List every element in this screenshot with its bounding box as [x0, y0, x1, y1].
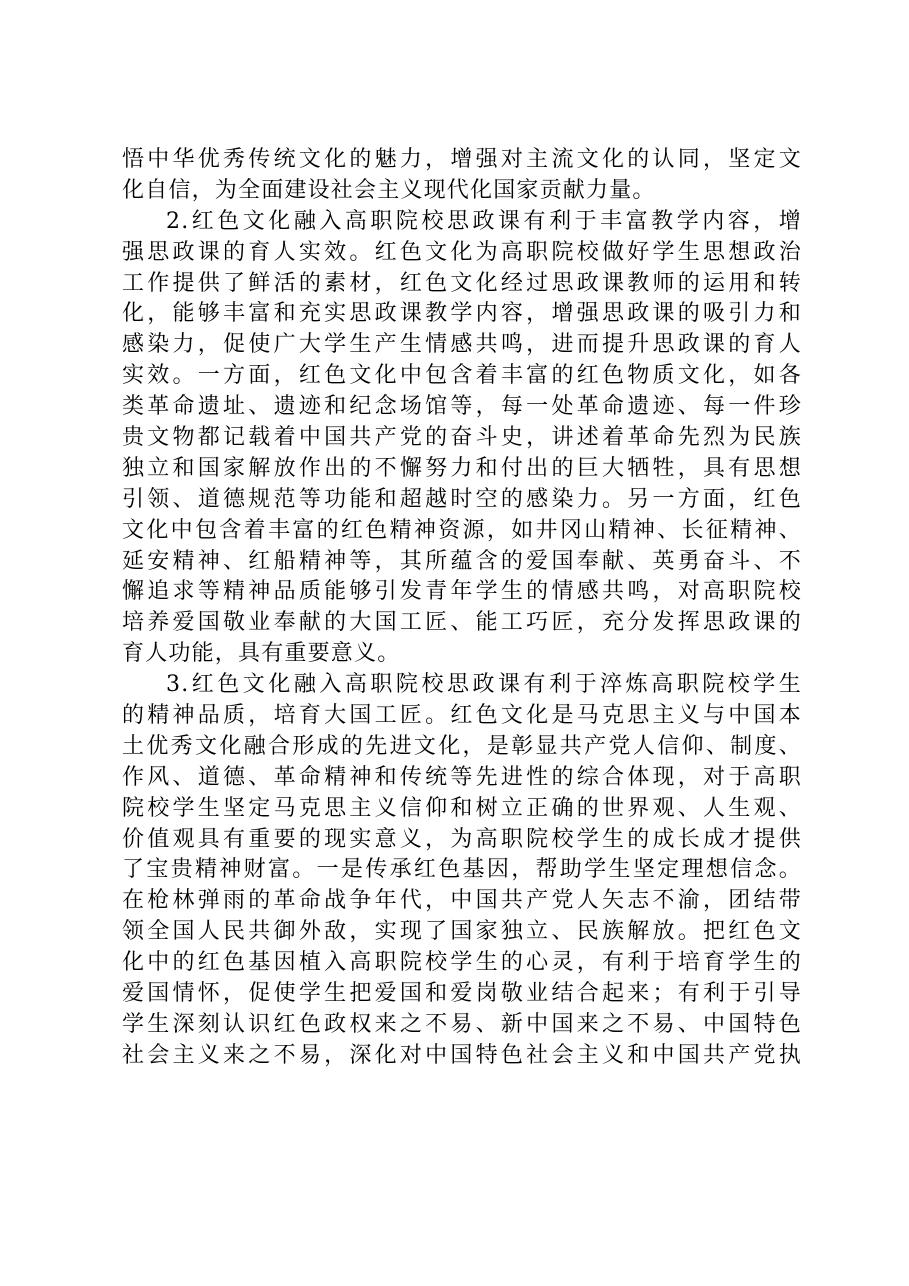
text-line: 价值观具有重要的现实意义，为高职院校学生的成长成才提供 — [122, 826, 802, 852]
text-line: 懈追求等精神品质能够引发青年学生的情感共鸣，对高职院校 — [122, 579, 802, 605]
text-line: 学生深刻认识红色政权来之不易、新中国来之不易、中国特色 — [122, 1011, 802, 1037]
paragraph-2 — [122, 207, 802, 670]
text-line: 贵文物都记载着中国共产党的奋斗史，讲述着革命先烈为民族 — [122, 425, 802, 451]
text-line: 化自信，为全面建设社会主义现代化国家贡献力量。 — [122, 177, 656, 203]
text-line: 工作提供了鲜活的素材，红色文化经过思政课教师的运用和转 — [122, 270, 802, 296]
text-line: 作风、道德、革命精神和传统等先进性的综合体现，对于高职 — [122, 764, 802, 790]
text-line: 了宝贵精神财富。一是传承红色基因，帮助学生坚定理想信念。 — [122, 857, 802, 883]
text-line: 实效。一方面，红色文化中包含着丰富的红色物质文化，如各 — [122, 363, 802, 389]
text-line: 化，能够丰富和充实思政课教学内容，增强思政课的吸引力和 — [122, 301, 802, 327]
text-line: 领全国人民共御外敌，实现了国家独立、民族解放。把红色文 — [122, 919, 802, 945]
text-line: 的精神品质，培育大国工匠。红色文化是马克思主义与中国本 — [122, 703, 802, 729]
text-line: 社会主义来之不易，深化对中国特色社会主义和中国共产党执 — [122, 1042, 802, 1068]
text-line: 3.红色文化融入高职院校思政课有利于淬炼高职院校学生 — [166, 672, 802, 698]
text-line: 引领、道德规范等功能和超越时空的感染力。另一方面，红色 — [122, 486, 802, 512]
text-line: 文化中包含着丰富的红色精神资源，如井冈山精神、长征精神、 — [122, 517, 802, 543]
text-line: 院校学生坚定马克思主义信仰和树立正确的世界观、人生观、 — [122, 795, 802, 821]
paragraph-continuation — [122, 145, 802, 207]
text-line: 类革命遗址、遗迹和纪念场馆等，每一处革命遗迹、每一件珍 — [122, 394, 802, 420]
text-line: 悟中华优秀传统文化的魅力，增强对主流文化的认同，坚定文 — [122, 147, 802, 172]
text-line: 感染力，促使广大学生产生情感共鸣，进而提升思政课的育人 — [122, 332, 802, 358]
text-line: 土优秀文化融合形成的先进文化，是彰显共产党人信仰、制度、 — [122, 733, 802, 759]
text-line: 化中的红色基因植入高职院校学生的心灵，有利于培育学生的 — [122, 950, 802, 976]
text-line: 延安精神、红船精神等，其所蕴含的爱国奉献、英勇奋斗、不 — [122, 548, 802, 574]
body-text — [122, 145, 802, 1072]
text-line: 强思政课的育人实效。红色文化为高职院校做好学生思想政治 — [122, 239, 802, 265]
paragraph-3 — [122, 670, 802, 1072]
text-line: 培养爱国敬业奉献的大国工匠、能工巧匠，充分发挥思政课的 — [122, 610, 802, 636]
text-line: 2.红色文化融入高职院校思政课有利于丰富教学内容，增 — [166, 208, 802, 234]
text-line: 在枪林弹雨的革命战争年代，中国共产党人矢志不渝，团结带 — [122, 888, 802, 914]
text-line: 独立和国家解放作出的不懈努力和付出的巨大牺牲，具有思想 — [122, 455, 802, 481]
text-line: 育人功能，具有重要意义。 — [122, 641, 401, 667]
text-line: 爱国情怀，促使学生把爱国和爱岗敬业结合起来；有利于引导 — [122, 981, 802, 1007]
